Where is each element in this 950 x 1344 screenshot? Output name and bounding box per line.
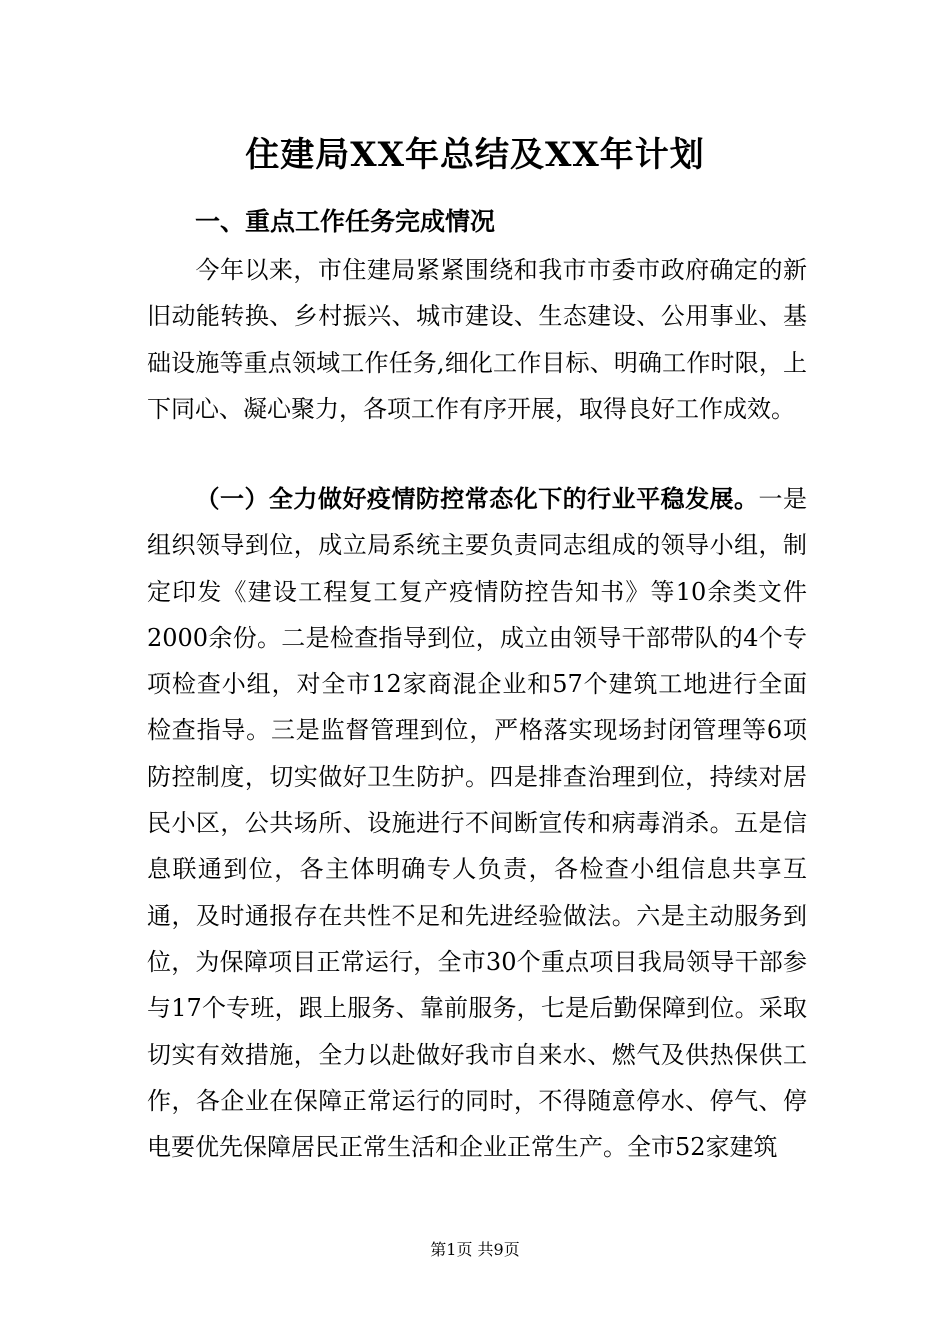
section-heading: 一、重点工作任务完成情况 [195, 207, 496, 236]
intro-paragraph [147, 247, 807, 432]
document-title: 住建局XX年总结及XX年计划 [245, 135, 705, 175]
subsection-paragraph [147, 476, 807, 1170]
page-footer: 第1页 共9页 [430, 1240, 520, 1259]
intro-paragraph-text: 今年以来，市住建局紧紧围绕和我市市委市政府确定的新旧动能转换、乡村振兴、城市建设、生态建设、公用事业、基础设施等重点领域工作任务,细化工作目标、明确工作时限，上下同心、凝心聚力，各项工作有序开展，取得良好工作成效。 [147, 256, 807, 423]
subsection-heading: （一）全力做好疫情防控常态化下的行业平稳发展。 [195, 485, 759, 513]
subsection-body-text: 一是组织领导到位，成立局系统主要负责同志组成的领导小组，制定印发《建设工程复工复产疫情防控告知书》等10余类文件2000余份。二是检查指导到位，成立由领导干部带队的4个专项检查小组，对全市12家商混企业和57个建筑工地进行全面检查指导。三是监督管理到位，严格落实现场封闭管理等6项防控制度，切实做好卫生防护。四是排查治理到位，持续对居民小区，公共场所、设施进行不间断宣传和病毒消杀。五是信息联通到位，各主体明确专人负责，各检查小组信息共享互通，及时通报存在共性不足和先进经验做法。六是主动服务到位，为保障项目正常运行，全市30个重点项目我局领导干部参与17个专班，跟上服务、靠前服务，七是后勤保障到位。采取切实有效措施，全力以赴做好我市自来水、燃气及供热保供工作，各企业在保障正常运行的同时，不得随意停水、停气、停电要优先保障居民正常生活和企业正常生产。全市52家建筑 [147, 485, 808, 1162]
